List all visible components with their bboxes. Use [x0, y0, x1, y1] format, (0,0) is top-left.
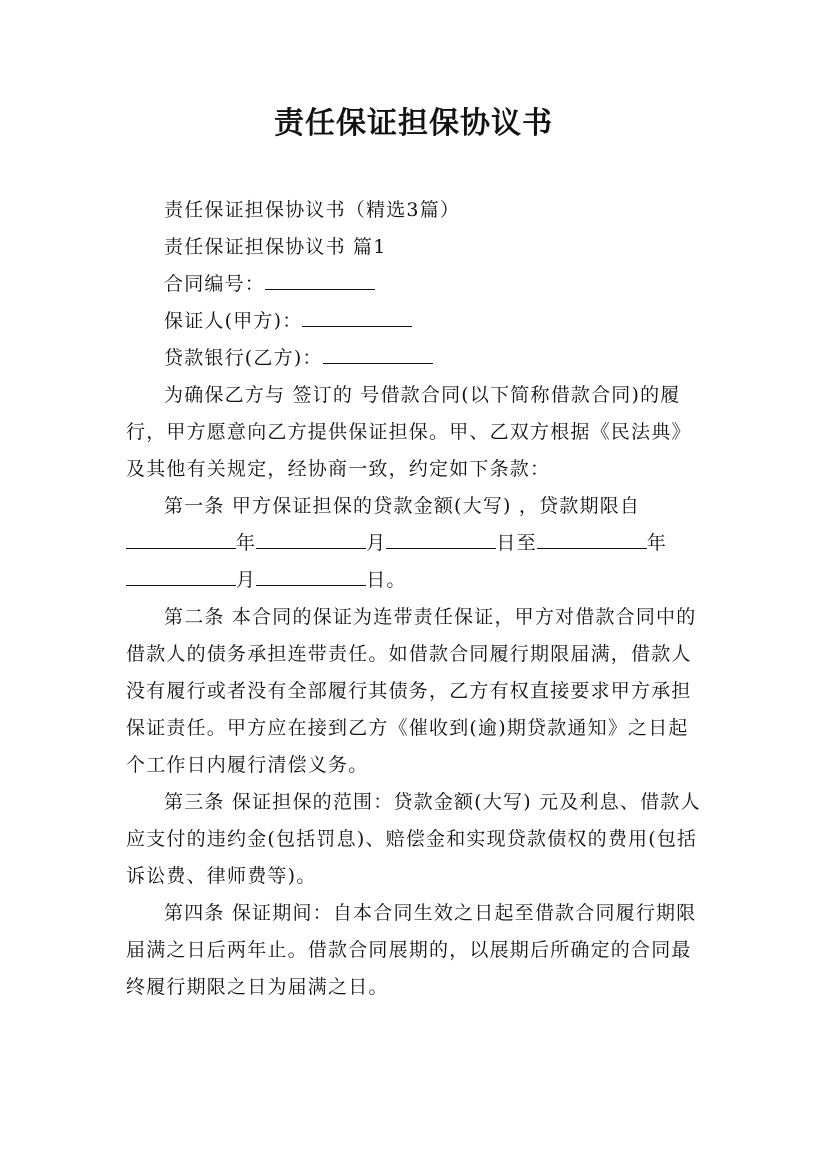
start-month-label: 月 [366, 532, 387, 554]
bank-blank [323, 345, 433, 364]
article-1 [126, 488, 711, 599]
section-line: 责任保证担保协议书 篇1 [164, 236, 387, 258]
article-2: 第二条 本合同的保证为连带责任保证，甲方对借款合同中的借款人的债务承担连带责任。如借款合同履行期限届满，借款人没有履行或者没有全部履行其债务，乙方有权直接要求甲方承担保证责任。甲方应在接到乙方《催收到(逾)期贷款通知》之日起 个工作日内履行清偿义务。 [126, 606, 697, 776]
end-day-blank [256, 567, 366, 586]
start-year-label: 年 [236, 532, 257, 554]
guarantor-blank [302, 308, 412, 327]
intro-paragraph: 为确保乙方与 签订的 号借款合同(以下简称借款合同)的履行，甲方愿意向乙方提供保证担保。甲、乙双方根据《民法典》及其他有关规定，经协商一致，约定如下条款： [126, 384, 692, 480]
end-day-label: 日。 [366, 569, 407, 591]
start-month-blank [256, 530, 366, 549]
article-3: 第三条 保证担保的范围：贷款金额(大写) 元及利息、借款人应支付的违约金(包括罚息)、赔偿金和实现贷款债权的费用(包括诉讼费、律师费等)。 [126, 791, 701, 887]
end-month-label: 月 [236, 569, 257, 591]
start-day-label: 日至 [496, 532, 537, 554]
bank-line [126, 340, 711, 377]
document-body [126, 192, 711, 1006]
start-day-blank [386, 530, 496, 549]
end-year-blank [537, 530, 647, 549]
guarantor-line [126, 303, 711, 340]
end-year-label: 年 [646, 532, 668, 554]
end-month-blank [126, 567, 236, 586]
contract-number-blank [265, 271, 375, 290]
guarantor-label: 保证人(甲方)： [164, 310, 303, 332]
subtitle-line: 责任保证担保协议书（精选3篇） [164, 199, 461, 221]
document-title: 责任保证担保协议书 [274, 106, 553, 141]
contract-number-line [126, 266, 711, 303]
start-year-blank [126, 530, 236, 549]
bank-label: 贷款银行(乙方)： [164, 347, 323, 369]
article-1-lead: 第一条 甲方保证担保的贷款金额(大写) ，贷款期限自 [164, 495, 641, 517]
article-4: 第四条 保证期间：自本合同生效之日起至借款合同履行期限届满之日后两年止。借款合同展期的，以展期后所确定的合同最终履行期限之日为届满之日。 [126, 902, 697, 998]
contract-number-label: 合同编号： [164, 273, 266, 295]
